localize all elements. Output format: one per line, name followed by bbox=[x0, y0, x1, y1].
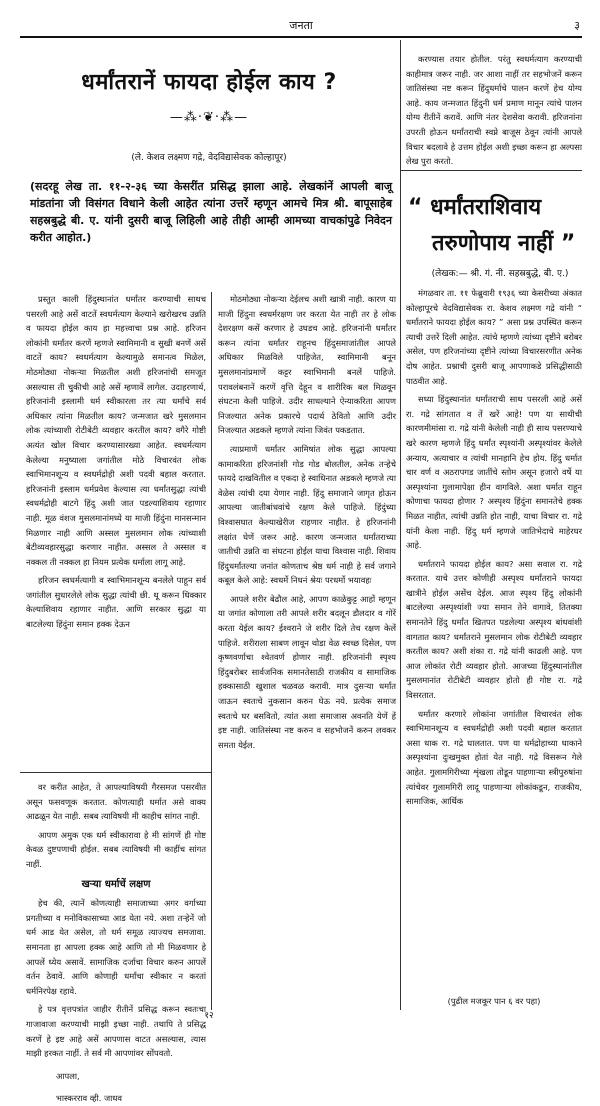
publication-name: जनता bbox=[289, 19, 313, 32]
subheading: खऱ्या धर्माचें लक्षण bbox=[81, 878, 151, 890]
paragraph: हरिजन स्वधर्मत्यागी व स्वाभिमानशून्य बनलेले पाहून सर्व जगांतील सुधारलेले लोक सुद्धा त्यांची छी. थू करून धिक्कार केल्याशिवाय रहाणार नाहीत. आणि सरकार सुद्धा या बाटलेल्या हिंदुंना समान हक्क देऊन bbox=[26, 575, 206, 630]
ornament-divider: —⁂·❦·⁂— bbox=[169, 110, 249, 125]
paragraph: करण्यास तयार होतील. परंतु स्वधर्मत्याग करण्याची काहीमात्र जरूर नाही. जर आशा नाहीं तर सहभोजनें करून जातिसंस्था नष्ट करून हिंदुधर्माचे पालन करणें हेच योग्य आहे. काय जन्मजात हिंदुनी धर्म प्रमाण मानून त्यांचे पालन योग्य रीतीनें करावें. आणि नंतर देशसेवा करावी. हरिजनांना उपरती होऊन धर्मांतराची स्वप्ने बाजूस ठेवून त्यांनी आपले विचार बदलावे हे उत्तम होईल अशी इच्छा करून हा अल्पसा लेख पुरा करतो. bbox=[406, 54, 582, 167]
article-byline: (ले. केशव लक्ष्मण गद्रे, वेदविद्यासेवक कोल्हापूर) bbox=[131, 153, 287, 163]
paragraph: आपले शरीर बेढौल आहे, आपण काळेकुट्ट आहों म्हणून या जगांत कोणाला तरी आपले शरीर बदलून डौलदार व गोरें करता येईल काय? ईश्वराने जे शरीर दिले तेच रक्षण केलें पाहिजे. शरीराला साबण लावून थोडा वेळ स्वच्छ दिसेल, पण कृष्णवर्णाचा श्वेतवर्ण होणार नाही. हरिजनांनी स्पृश्य हिंदुबरोबर सार्वजनिक समानतेसाठी राजकीय व सामाजिक हक्कासाठी खुशाल चळवळ करावी. मात्र दुसऱ्या धर्मांत जाऊन स्वतःचे नुकसान करुन घेऊ नये. प्रत्येक समाज स्वतःचे घर बसवितो, त्यांत अशा समाजास अवनति येणें हें इष्ट नाही. जातिसंस्था नष्ट करुन व सहभोजनें करुन लवकर समता येईल. bbox=[218, 593, 396, 750]
continued-note: (पुढील मजकूर पान ६ वर पहा) bbox=[447, 996, 541, 1006]
column-divider-right bbox=[400, 40, 401, 1010]
right-section-rule bbox=[401, 170, 582, 171]
article-intro: (सदरहू लेख ता. ११-२-३६ च्या केसरींत प्रसिद्ध झाला आहे. लेखकांनें आपली बाजू मांडतांना जी विसंगत विधाने केली आहेत त्यांना उत्तरें म्हणून आमचे मित्र श्री. बापूसाहेब सहस्रबुद्धे बी. ए. यांनी दुसरी बाजू लिहिली आहे तीही आम्ही आमच्या वाचकांपुढे निवेदन करीत आहोत.) bbox=[30, 180, 392, 244]
article-column-2 bbox=[218, 292, 396, 1006]
letter-column bbox=[26, 780, 206, 1104]
section-rule bbox=[20, 772, 212, 773]
page-number: ३ bbox=[574, 19, 580, 32]
closing: आपला, bbox=[56, 1070, 80, 1081]
paragraph: त्याप्रमाणें धर्मांतर आमिषांत लोक सुद्धा आपल्या कामाकरिता हरिजनांशी गोड गोड बोलतील, अनेक तऱ्हेचे फायदे दाखवितील व एकदा हे स्वाधिनात अडकले म्हणजे त्या वेळेस त्यांची दया येणार नाही. हिंदु समाजाने जागृत होऊन आपल्या जातीबांधवांचे रक्षण केले पाहिजे. हिंदुंच्या विश्वासघात केल्याखेरीज राहणार नाहीत. हे हरिजनांनी लक्षांत घेणें जरूर आहे. कारण जन्मजात धर्मांतराच्या जातीची उन्नति वा संघटना होईल याचा विश्वास नाही. शिवाय हिंदुधर्मांतल्या जनांत कोणताच श्रेष्ठ धर्म नाही हे सर्व जगाने कबूल केले आहे: स्वधर्मे निधनं श्रेयः परधर्मो भयावहः bbox=[218, 443, 396, 586]
article2-column bbox=[406, 286, 582, 992]
column-divider-1b bbox=[211, 772, 212, 1010]
paragraph: प्रस्तुत काली हिंदुस्थानांत धर्मांतर करण्याची साथच पसरली आहे असें वाटतें स्वधर्मत्याग केल्याने खरोखरच उन्नति व फायदा होईल काय हा महत्त्वाचा प्रश्न आहे. हरिजन लोकांनी धर्मांतर करणें म्हणजे स्वामिमानी व सुखी बनणें असें वाटतें काय? स्वधर्मत्याग केल्यामुळे समानत्व मिळेल, मोठमोठ्या नोकऱ्या मिळतील अशी हरिजनांची समजूत असल्यास ती चुकीची आहे असें म्हणावें लागेल. उदाहरणार्थ, हरिजनांनी इस्लामी धर्म स्वीकारला तर त्या धर्मांचे सर्व अधिकार त्यांना मिळतील काय? जन्मजात खरे मुसलमान लोक त्यांच्याशी रोटीबेटी व्यवहार करतील काय? वगैरे गोष्टी अत्यंत खोल विचार करण्यासारख्या आहेत. स्वधर्मत्याग केलेल्या मनुष्याला जगांतील मोठे विचारवंत लोक स्वाभिमानशून्य व स्वधर्मद्रोही अशी पदवी बहाल करतात. हरिजनांनी इस्लाम धर्मप्रवेश केल्यास त्या धर्मांतसुद्धा त्यांची स्वधर्मद्रोही बाटगे हिंदु अशी जात पडल्याशिवाय रहाणार नाही. मूळ वंशज मुसलमानांमध्ये या माजी हिंदुंना मानसन्मान मिळणार नाही आणि अस्सल मुसलमान लोक त्यांच्याशी बेटीव्यवहारसुद्धा करणार नाहीत. अस्सल ते अस्सल व नक्कल ती नक्कल हा नियम प्रत्येक धर्माला लागू आहे. bbox=[26, 294, 206, 567]
paragraph: मंगळवार ता. ११ फेब्रुवारी १९३६ च्या केसरीच्या अंकात कोल्हापूरचे वेदविद्यासेवक रा. केशव लक्ष्मण गद्रे यांनी “ धर्मांतराने फायदा होईल काय? ” असा प्रश्न उपस्थित करून त्याची उत्तरें दिली आहेत. त्यांचे म्हणणे त्यांच्या दृष्टीने बरोबर असेल, पण हरिजनांच्या दृष्टीने त्यांच्या विचारसरणीत अनेक दोष आहेत. प्रश्नाची दुसरी बाजू आपणाकडे प्रसिद्धीसाठी पाठवीत आहे. bbox=[406, 288, 582, 386]
paragraph: धर्मांतराने फायदा होईल काय? असा सवाल रा. गद्रे करतात. याचे उत्तर कोणीही अस्पृश्य धर्मांतराने फायदा खात्रीने होईल असेंच देईल. आज स्पृश्य हिंदु लोकांनी बाटलेल्या अस्पृश्यांशी ज्या समान तेने वागावे, तितक्या समानतेने हिंदु धर्मांत खितपत पडलेल्या अस्पृश्य बांधवांशी वागतात काय? धर्मांतराने मुसलमान लोक रोटीबेटी व्यवहार करतील काय? अशी शंका रा. गद्रे यांनी काढली आहे. पण आज लोकांत रोटी व्यवहार होतो. आजच्या हिंदुस्थानांतील मुसलमानांत रोटीबेटी व्यवहार होतो ही गोष्ट रा. गद्रे विसरतात. bbox=[406, 558, 582, 701]
header-rule bbox=[20, 36, 582, 38]
paragraph: आपण अमुक एक धर्म स्वीकारावा हे मी सांगणें ही गोष्ट केवळ दुष्टपणाची होईल. सबब त्याविषयी मी काहींच सांगत नाहीं. bbox=[26, 829, 206, 869]
paragraph: सध्या हिंदुस्थानांत धर्मांतराची साथ पसरली आहे असें रा. गद्रे सांगतात व तें खरें आहे! पण या साथीची कारणमीमांसा रा. गद्रे यांनी केलेली नाही ही साथ पसरण्याचे खरे कारण म्हणजे हिंदु धर्मांत स्पृश्यांनी अस्पृश्यांवर केलेले अन्याय, अत्याचार व त्यांची मानहानि हेच होय. हिंदु धर्मात चार वर्ण व अठरापगड जातींचे स्तोम असून हजारो वर्षे या अस्पृश्यांना गुलामापेक्षा हीन वागविले. अशा धर्मात राहून कोणाचा फायदा होणार ? अस्पृश्य हिंदुंना समानतेचे हक्क मिळत नाहीत, त्यांची उन्नति होत नाही, याचा विचार रा. गद्रे यांनी केला नाही. हिंदु धर्म म्हणजे जातिभेदाचे माहेरघर आहे. bbox=[406, 394, 582, 551]
paragraph: हेच की, त्यानें कोणत्याही समाजाच्या अगर वर्गाच्या प्रगतीच्या व मनोविकासाच्या आड येता नये. अशा तऱ्हेनें जो धर्म आड येत असेल, तो धर्म समूळ त्याज्यच समजावा. समानता हा आपला हक्क आहे आणि तो मी मिळवणार हे आपलें ध्येय असावें. सामाजिक दर्जाचा विचार करुन आपलें वर्तन ठेवावें. आणि कोणाही धर्मांचा स्वीकार न करतां धर्मनिरपेक्ष रहावे. bbox=[26, 898, 206, 996]
paragraph: धर्मांतर करणारे लोकांना जगांतील विचारवंत लोक स्वाभिमानशून्य व स्वधर्मद्रोही अशी पदवी बहाल करतात असा धाक रा. गद्रे घालतात. पण या धर्मद्रोहाच्या धाकाने अस्पृश्यांना दुःखमुक्त होतां येत नाही. गद्रे विसरून गेले आहेत. गुलामगिरीच्या शृंखला तोडून पाहणाऱ्या स्त्रीपुरुषांना त्यांचेवर गुलामगिरी लादू पाहणाऱ्या लोकांकडून, राजकीय, सामाजिक, आर्थिक bbox=[406, 708, 582, 807]
paragraph: मोठमोठ्या नोकऱ्या देईलच अशी खात्री नाही. कारण या माजी हिंदुना स्वधर्मरक्षण जर करता येत नाही तर हे लोक देशरक्षण कसें करणार हे उघडच आहे. हरिजनांनी धर्मांतर करून त्यांना धर्मांतर राहूनच हिंदुसमाजांतील आपले अधिकार मिळविले पाहिजेत, स्वामिमानी बनून मुसलमानांप्रमाणें कट्टर स्वाभिमानी बनलें पाहिजे. परावलंबनानें करणें वृत्ति देहून व शारीरिक बल मिळवून संघटना केली पाहिजे. उदीर साधल्याने ऐन्याकरिता आपण निजल्यात अनेक प्रकारचे पदार्थ ठेवितो आणि उदीर निजल्यात अडकले म्हणजे त्यांना जिवंत पकडतात. bbox=[218, 294, 396, 436]
article2-byline: (लेखक:— श्री. गं. नी. सहस्रबुद्धे, बी. ए.) bbox=[431, 269, 569, 279]
article2-title-line1: “ धर्मांतराशिवाय bbox=[408, 195, 542, 220]
article2-title-line2: तरुणोपाय नाहीं ” bbox=[432, 231, 576, 256]
article2-title bbox=[408, 190, 592, 262]
signature: भास्करराव व्ही. जाधव bbox=[56, 1093, 123, 1104]
page-header bbox=[20, 18, 582, 34]
column-divider-1 bbox=[211, 292, 212, 772]
article-title: धर्मांतरानें फायदा होईल काय ? bbox=[81, 70, 337, 95]
paragraph: वर करीत आहेत, ते आपल्याविषयी गैरसमज पसरवीत असून फसवणूक करतात. कोणत्याही धर्मात असे वाक्य आढळून येत नाही. सबब त्याविषयी मी काहीच सांगत नाही. bbox=[26, 782, 206, 822]
article-column-1 bbox=[26, 292, 206, 770]
footer-page-number: १२ bbox=[204, 1011, 214, 1021]
paragraph: हे पत्र वृत्तपत्रांत जाहीर रीतीनें प्रसिद्ध करून स्वतःचा गाजावाजा करण्याची माझी इच्छा नाही. तथापि ते प्रसिद्ध करणें हे इष्ट आहे असें आपणास वाटत असल्यास, त्यास माझी हरकत नाहीं. ते सर्व मी आपणांवर सोंपवतो. bbox=[26, 1004, 206, 1059]
right-top-text bbox=[406, 52, 582, 168]
